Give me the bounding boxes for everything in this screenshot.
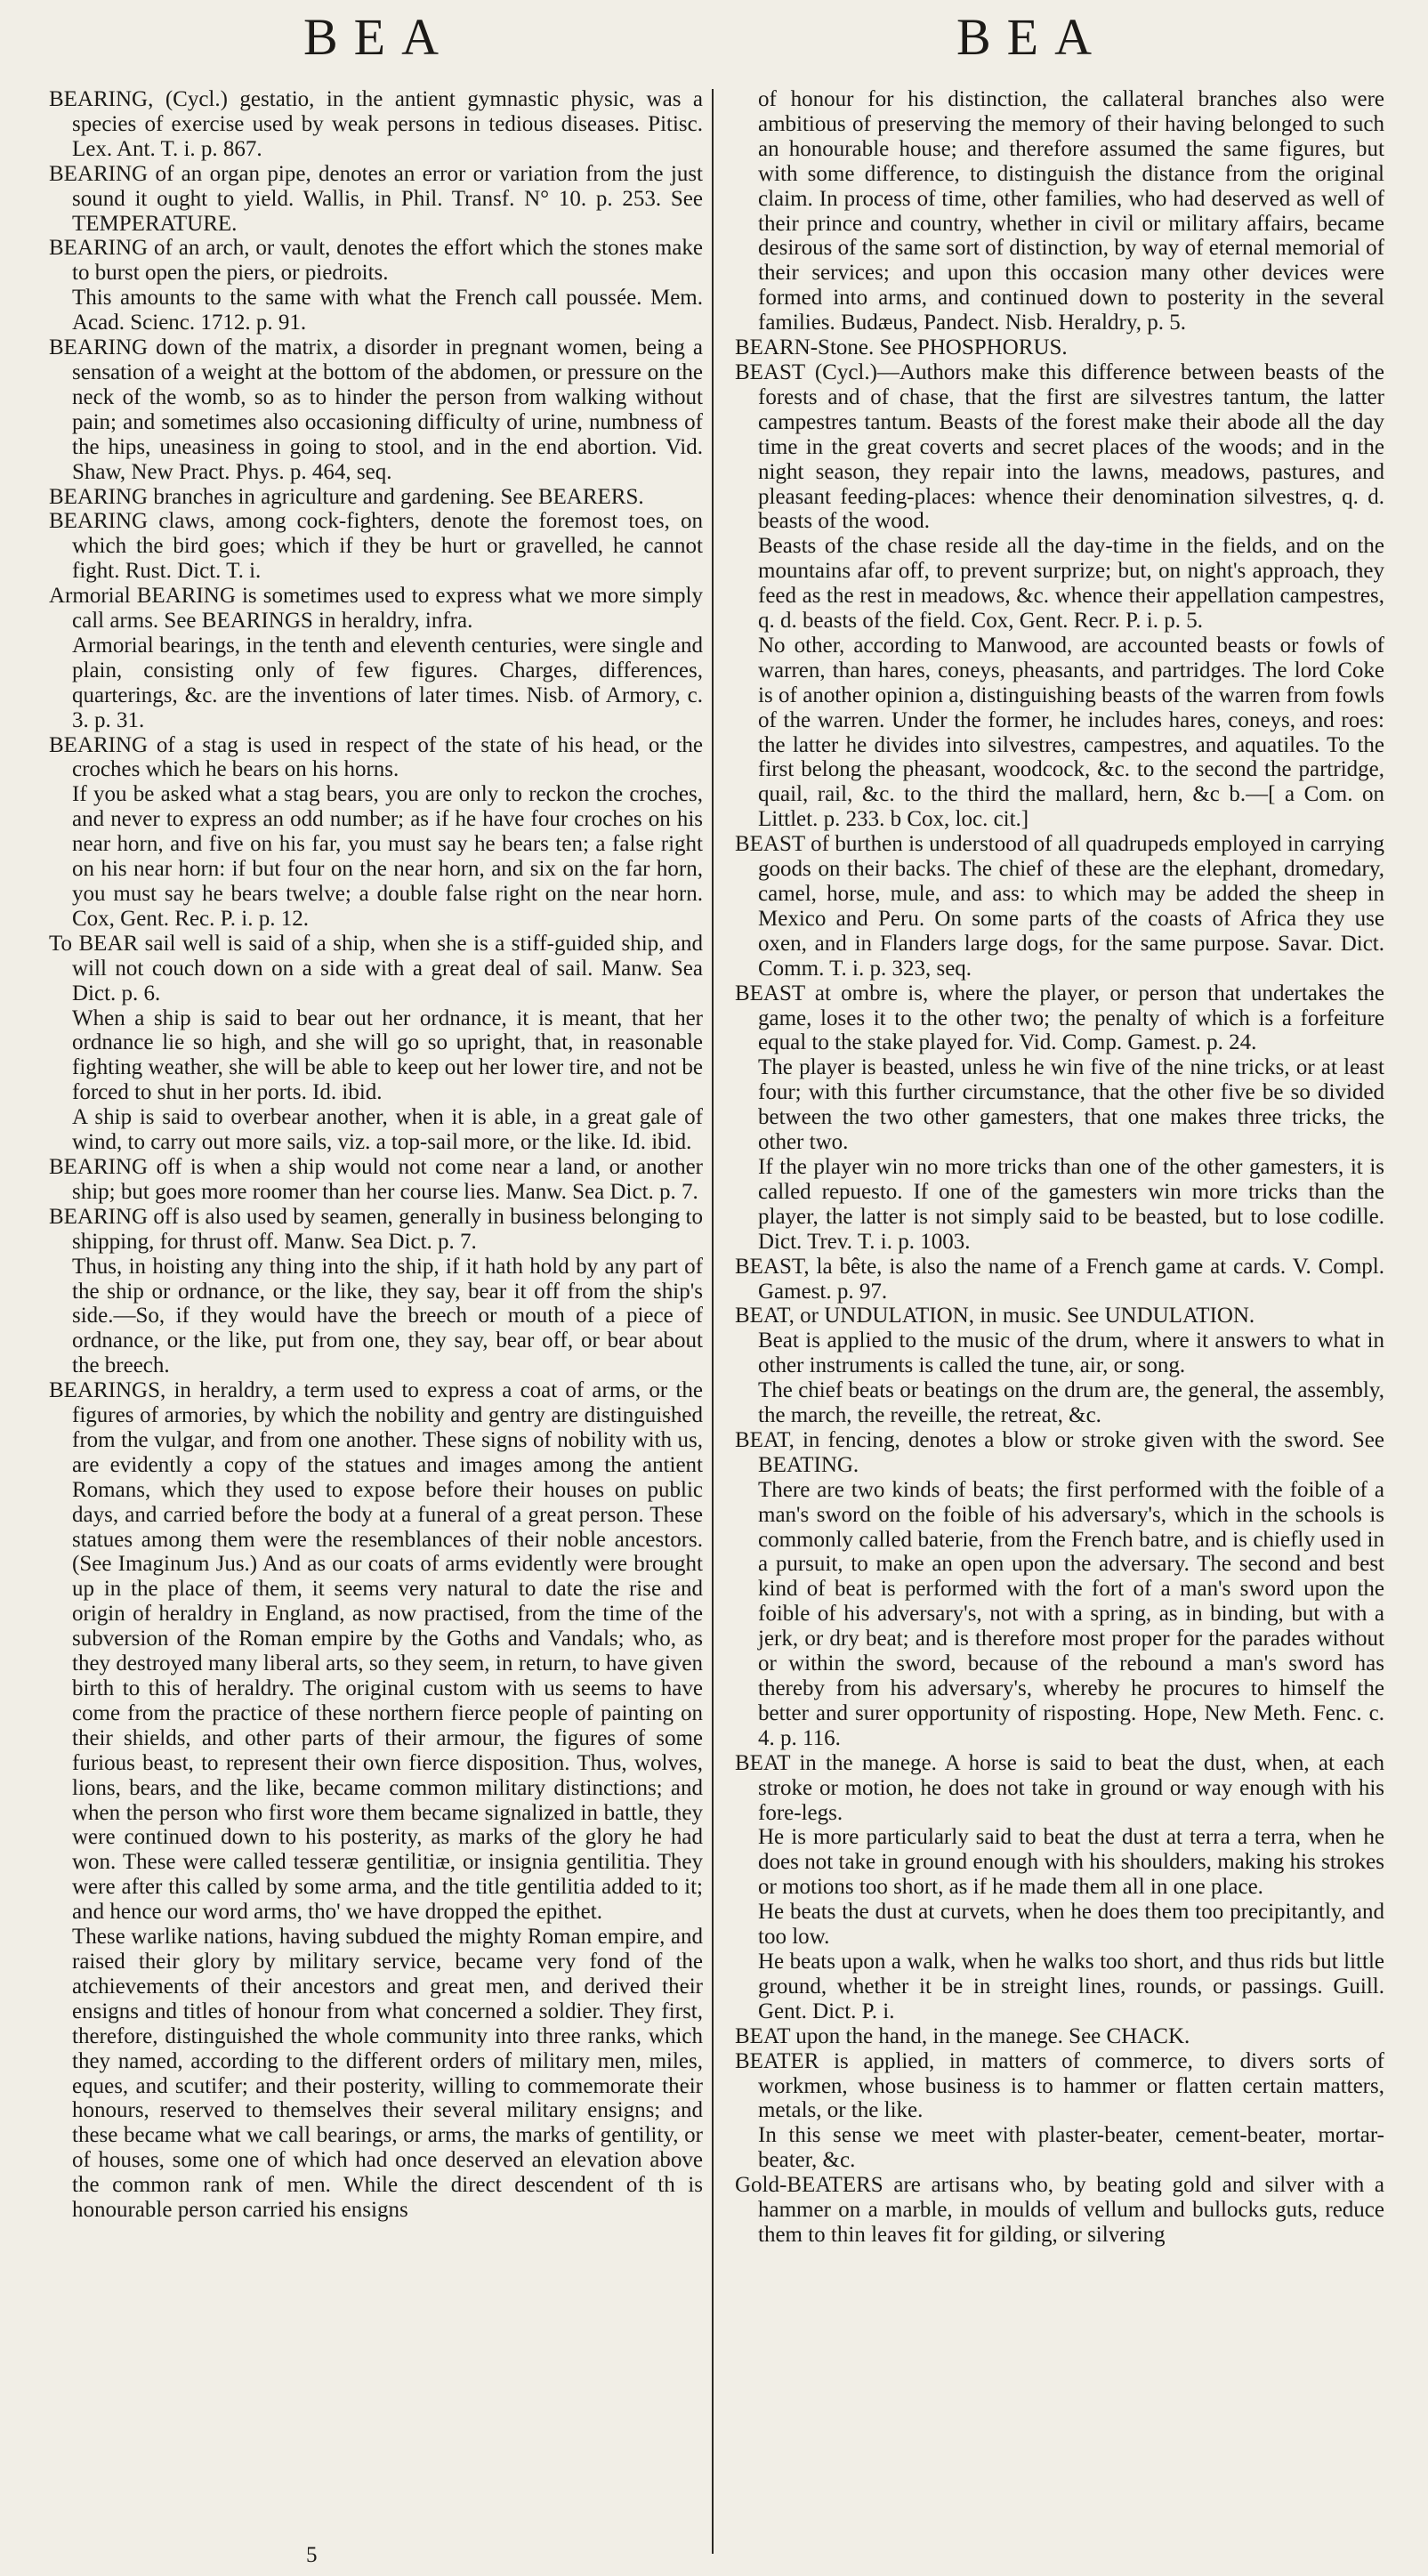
dictionary-entry: BEARING off is also used by seamen, generally in business belonging to shipping, for thrust off. Manw. Sea Dict. p. 7. <box>49 1204 703 1254</box>
entry-paragraph: This amounts to the same with what the French call poussée. Mem. Acad. Scienc. 1712. p. 91. <box>72 286 703 335</box>
dictionary-entry: BEARING off is when a ship would not come near a land, or another ship; but goes more roomer than her course lies. Manw. Sea Dict. p. 7. <box>49 1154 703 1204</box>
running-head-left: BEA <box>303 8 455 66</box>
entry-paragraph: Armorial bearings, in the tenth and eleventh centuries, were single and plain, consisting only of few figures. Charges, differences, quarterings, &c. are the inventions of later times. Nisb. of Armory, c. 3. p. 31. <box>72 633 703 732</box>
dictionary-entry: BEARING of a stag is used in respect of the state of his head, or the croches which he bears on his horns. <box>49 732 703 782</box>
dictionary-entry: BEARING, (Cycl.) gestatio, in the antient gymnastic physic, was a species of exercise used by weak persons in tedious diseases. Pitisc. Lex. Ant. T. i. p. 867. <box>49 87 703 161</box>
entry-paragraph: In this sense we meet with plaster-beater, cement-beater, mortar-beater, &c. <box>758 2123 1384 2173</box>
dictionary-entry: BEARING of an arch, or vault, denotes the effort which the stones make to burst open the piers, or piedroits. <box>49 236 703 286</box>
dictionary-entry: BEARING claws, among cock-fighters, denote the foremost toes, on which the bird goes; which if they be hurt or gravelled, he cannot fight. Rust. Dict. T. i. <box>49 509 703 584</box>
dictionary-entry: BEARING down of the matrix, a disorder in pregnant women, being a sensation of a weight at the bottom of the abdomen, or pressure on the neck of the womb, so as to hinder the person from walking without pain; and sometimes also occasioning difficulty of urine, numbness of the hips, uneasiness in going to stool, and in the end abortion. Vid. Shaw, New Pract. Phys. p. 464, seq. <box>49 335 703 484</box>
entry-paragraph: of honour for his distinction, the callateral branches also were ambitious of preserving the memory of their having belonged to such an honourable house; and therefore assumed the same figures, but with some difference, to distinguish the distance from the original claim. In process of time, other families, who had deserved as well of their prince and country, whether in civil or military affairs, became desirous of the same sort of distinction, by way of eternal memorial of their services; and upon this occasion many other devices were formed into arms, and continued down to posterity in the several families. Budæus, Pandect. Nisb. Heraldry, p. 5. <box>758 87 1384 335</box>
entry-paragraph: A ship is said to overbear another, when it is able, in a great gale of wind, to carry out more sails, viz. a top-sail more, or the like. Id. ibid. <box>72 1105 703 1155</box>
entry-paragraph: The chief beats or beatings on the drum are, the general, the assembly, the march, the reveille, the retreat, &c. <box>758 1378 1384 1428</box>
entry-paragraph: He beats upon a walk, when he walks too short, and thus rids but little ground, whether it be in streight lines, rounds, or passings. Guill. Gent. Dict. P. i. <box>758 1949 1384 2023</box>
entry-paragraph: Beat is applied to the music of the drum, where it answers to what in other instruments is called the tune, air, or song. <box>758 1328 1384 1378</box>
entry-paragraph: If you be asked what a stag bears, you are only to reckon the croches, and never to express an odd number; as if he have four croches on his near horn, and five on his far, you must say he bears ten; a false right on his near horn: if but four on the near horn, and six on the far horn, you must say he bears twelve; a double false right on the near horn. Cox, Gent. Rec. P. i. p. 12. <box>72 782 703 931</box>
dictionary-entry: BEAST at ombre is, where the player, or person that undertakes the game, loses it to the other two; the penalty of which is a forfeiture equal to the stake played for. Vid. Comp. Gamest. p. 24. <box>735 981 1384 1055</box>
dictionary-entry: BEAST, la bête, is also the name of a French game at cards. V. Compl. Gamest. p. 97. <box>735 1254 1384 1304</box>
entry-paragraph: He beats the dust at curvets, when he does them too precipitantly, and too low. <box>758 1900 1384 1950</box>
left-column <box>49 87 703 2523</box>
column-divider <box>712 89 714 2554</box>
entry-paragraph: When a ship is said to bear out her ordnance, it is meant, that her ordnance lie so high, and she will go so upright, that, in reasonable fighting weather, she will be able to keep out her lower tire, and not be forced to shut in her ports. Id. ibid. <box>72 1005 703 1105</box>
dictionary-entry: BEARINGS, in heraldry, a term used to express a coat of arms, or the figures of armories, by which the nobility and gentry are distinguished from the vulgar, and from one another. These signs of nobility with us, are evidently a copy of the statues and images among the antient Romans, which they used to expose before their houses on public days, and carried before the body at a funeral of a great person. These statues among them were the resemblances of their noble ancestors. (See Imaginum Jus.) And as our coats of arms evidently were brought up in the place of them, it seems very natural to date the rise and origin of heraldry in England, as now practised, from the time of the subversion of the Roman empire by the Goths and Vandals; who, as they destroyed many liberal arts, so they seem, in return, to have given birth to this of heraldry. The original custom with us seems to have come from the practice of these northern fierce people of painting on their shields, and other parts of their armour, the figures of some furious beast, to represent their own fierce disposition. Thus, wolves, lions, bears, and the like, became common military distinctions; and when the person who first wore them became signalized in battle, they were continued down to his posterity, as marks of the glory he had won. These were called tesseræ gentilitiæ, or insignia gentilitia. They were after this called by some arma, and the title gentilitia added to it; and hence our word arms, tho' we have dropped the epithet. <box>49 1378 703 1925</box>
dictionary-entry: BEARN-Stone. See PHOSPHORUS. <box>735 335 1068 360</box>
right-column <box>735 87 1384 2523</box>
dictionary-entry: Gold-BEATERS are artisans who, by beating gold and silver with a hammer on a marble, in moulds of vellum and bullocks guts, reduce them to thin leaves fit for gilding, or silvering <box>735 2173 1384 2247</box>
dictionary-entry: BEAT, or UNDULATION, in music. See UNDULATION. <box>735 1304 1255 1328</box>
page-number: 5 <box>306 2543 318 2567</box>
dictionary-entry: BEAT upon the hand, in the manege. See CHACK. <box>735 2023 1190 2048</box>
dictionary-entry: BEATER is applied, in matters of commerce, to divers sorts of workmen, whose business is to hammer or flatten certain matters, metals, or the like. <box>735 2048 1384 2123</box>
dictionary-entry: BEAT, in fencing, denotes a blow or stroke given with the sword. See BEATING. <box>735 1427 1384 1477</box>
dictionary-entry: BEAT in the manege. A horse is said to beat the dust, when, at each stroke or motion, he does not take in ground or way enough with his fore-legs. <box>735 1750 1384 1825</box>
entry-paragraph: No other, according to Manwood, are accounted beasts or fowls of warren, than hares, coneys, pheasants, and partridges. The lord Coke is of another opinion a, distinguishing beasts of the warren from fowls of the warren. Under the former, he includes hares, coneys, and roes: the latter he divides into silvestres, campestres, and aquatiles. To the first belong the pheasant, woodcock, &c. to the second the partridge, quail, rail, &c. to the third the mallard, hern, &c b.—[ a Com. on Littlet. p. 233. b Cox, loc. cit.] <box>758 633 1384 832</box>
dictionary-entry: BEARING branches in agriculture and gardening. See BEARERS. <box>49 484 644 509</box>
entry-paragraph: The player is beasted, unless he win five of the nine tricks, or at least four; with this further circumstance, that the other five be so divided between the two other gamesters, that one makes three tricks, the other two. <box>758 1055 1384 1155</box>
dictionary-entry: To BEAR sail well is said of a ship, when she is a stiff-guided ship, and will not couch down on a side with a great deal of sail. Manw. Sea Dict. p. 6. <box>49 931 703 1005</box>
entry-paragraph: Beasts of the chase reside all the day-time in the fields, and on the mountains afar off, to prevent surprize; but, on night's approach, they feed as the rest in meadows, &c. whence their appellation campestres, q. d. beasts of the field. Cox, Gent. Recr. P. i. p. 5. <box>758 534 1384 634</box>
dictionary-entry: BEAST (Cycl.)—Authors make this difference between beasts of the forests and of chase, that the first are silvestres tantum, the latter campestres tantum. Beasts of the forest make their abode all the day time in the great coverts and secret places of the woods; and in the night season, they repair into the lawns, meadows, pastures, and pleasant feeding-places: whence their denomination silvestres, q. d. beasts of the wood. <box>735 359 1384 534</box>
entry-paragraph: If the player win no more tricks than one of the other gamesters, it is called repuesto. If one of the gamesters win more tricks than the player, the latter is not simply said to be beasted, but to lose codille. Dict. Trev. T. i. p. 1003. <box>758 1154 1384 1254</box>
running-head-right: BEA <box>956 8 1108 66</box>
entry-paragraph: He is more particularly said to beat the dust at terra a terra, when he does not take in ground enough with his shoulders, making his strokes or motions too short, as if he made them all in one place. <box>758 1825 1384 1900</box>
dictionary-entry: BEAST of burthen is understood of all quadrupeds employed in carrying goods on their backs. The chief of these are the elephant, dromedary, camel, horse, mule, and ass: to which may be added the sheep in Mexico and Peru. On some parts of the coasts of Africa they use oxen, and in Flanders large dogs, for the same purpose. Savar. Dict. Comm. T. i. p. 323, seq. <box>735 832 1384 981</box>
entry-paragraph: Thus, in hoisting any thing into the ship, if it hath hold by any part of the ship or ordnance, or the like, they say, bear it off from the ship's side.—So, if they would have the breech or mouth of a piece of ordnance, or the like, put from one, they say, bear off, or bear about the breech. <box>72 1254 703 1378</box>
dictionary-entry: Armorial BEARING is sometimes used to express what we more simply call arms. See BEARINGS in heraldry, infra. <box>49 584 703 634</box>
entry-paragraph: These warlike nations, having subdued the mighty Roman empire, and raised their glory by military service, became very fond of the atchievements of their ancestors and great men, and derived their ensigns and titles of honour from what concerned a soldier. They first, therefore, distinguished the whole community into three ranks, which they named, according to the different orders of military men, miles, eques, and scutifer; and their posterity, willing to commemorate their honours, reserved to themselves their several military ensigns; and these became what we call bearings, or arms, the marks of gentility, or of houses, some one of which had once deserved an elevation above the common rank of men. While the direct descendent of th is honourable person carried his ensigns <box>72 1925 703 2223</box>
entry-paragraph: There are two kinds of beats; the first performed with the foible of a man's sword on the foible of his adversary's, which in the schools is commonly called baterie, from the French batre, and is chiefly used in a pursuit, to make an open upon the adversary. The second and best kind of beat is performed with the fort of a man's sword upon the foible of his adversary's, not with a spring, as in binding, but with a jerk, or dry beat; and is therefore most proper for the parades without or within the sword, because of the rebound a man's sword has thereby from his adversary's, whereby he procures to himself the better and surer opportunity of risposting. Hope, New Meth. Fenc. c. 4. p. 116. <box>758 1477 1384 1750</box>
dictionary-entry: BEARING of an organ pipe, denotes an error or variation from the just sound it ought to yield. Wallis, in Phil. Transf. N° 10. p. 253. See TEMPERATURE. <box>49 161 703 236</box>
